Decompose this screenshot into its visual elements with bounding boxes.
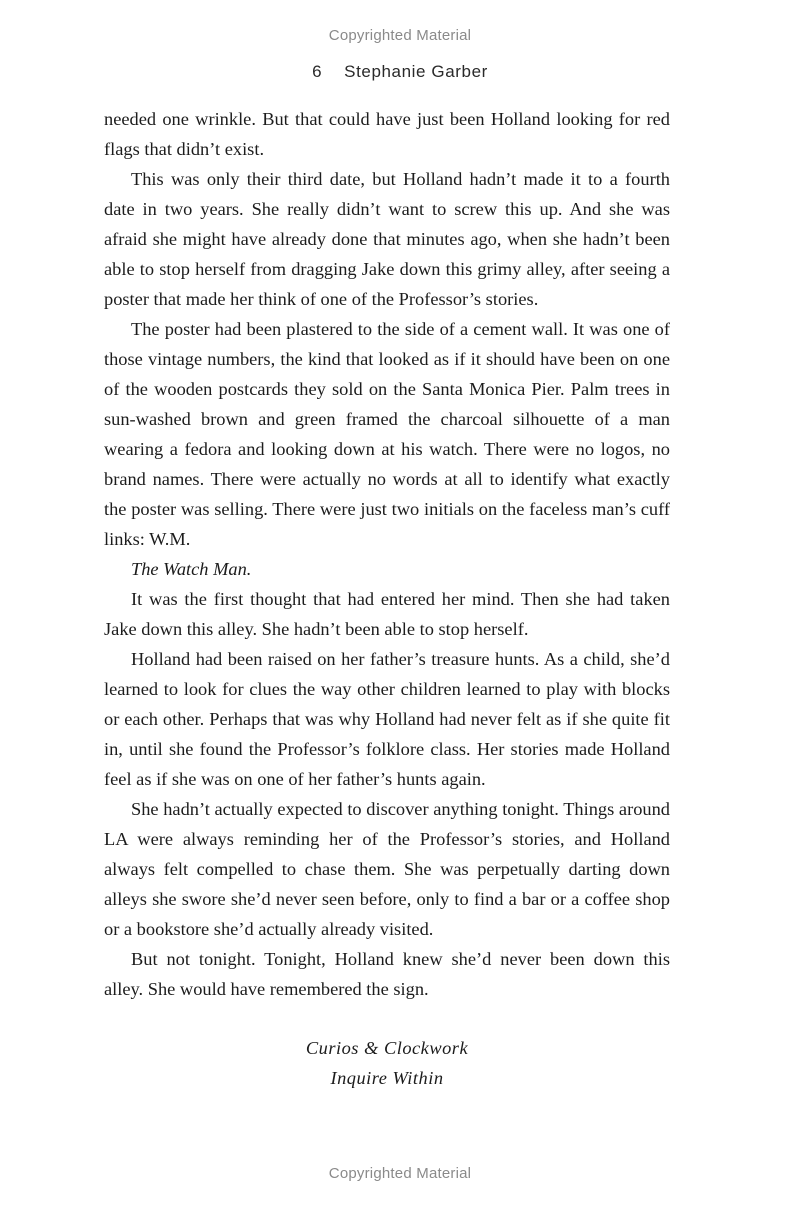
paragraph-continued: needed one wrinkle. But that could have just been Holland looking for red flags that didn’t exist. [104, 109, 670, 159]
paragraph: But not tonight. Tonight, Holland knew she’d never been down this alley. She would have remembered the sign. [104, 949, 670, 999]
body-text [104, 104, 670, 1004]
sign-line-2: Inquire Within [330, 1068, 444, 1088]
paragraph: It was the first thought that had entered her mind. Then she had taken Jake down this alley. She hadn’t been able to stop herself. [104, 589, 670, 639]
author-name: Stephanie Garber [344, 62, 488, 81]
paragraph: She hadn’t actually expected to discover anything tonight. Things around LA were always reminding her of the Professor’s stories, and Holland always felt compelled to chase them. She was perpetually darting down alleys she swore she’d never seen before, only to find a bar or a coffee shop or a bookstore she’d actually already visited. [104, 799, 670, 939]
paragraph: The poster had been plastered to the side of a cement wall. It was one of those vintage numbers, the kind that looked as if it should have been on one of the wooden postcards they sold on the Santa Monica Pier. Palm trees in sun-washed brown and green framed the charcoal silhouette of a man wearing a fedora and looking down at his watch. There were no logos, no brand names. There were actually no words at all to identify what exactly the poster was selling. There were just two initials on the faceless man’s cuff links: W.M. [104, 319, 670, 549]
italic-paragraph-watch-man: The Watch Man. [131, 559, 252, 579]
copyright-watermark-top: Copyrighted Material [328, 27, 472, 44]
running-header [0, 62, 800, 82]
copyright-watermark-bottom: Copyrighted Material [328, 1165, 472, 1182]
paragraph: This was only their third date, but Holland hadn’t made it to a fourth date in two years. She really didn’t want to screw this up. And she was afraid she might have already done that minutes ago, when she hadn’t been able to stop herself from dragging Jake down this grimy alley, after seeing a poster that made her think of one of the Professor’s stories. [104, 169, 670, 309]
shop-sign-text [0, 1033, 774, 1093]
paragraph: Holland had been raised on her father’s treasure hunts. As a child, she’d learned to look for clues the way other children learned to play with blocks or each other. Perhaps that was why Holland had never felt as if she quite fit in, until she found the Professor’s folklore class. Her stories made Holland feel as if she was on one of her father’s hunts again. [104, 649, 670, 789]
page-number: 6 [312, 62, 323, 81]
sign-line-1: Curios & Clockwork [305, 1038, 469, 1058]
